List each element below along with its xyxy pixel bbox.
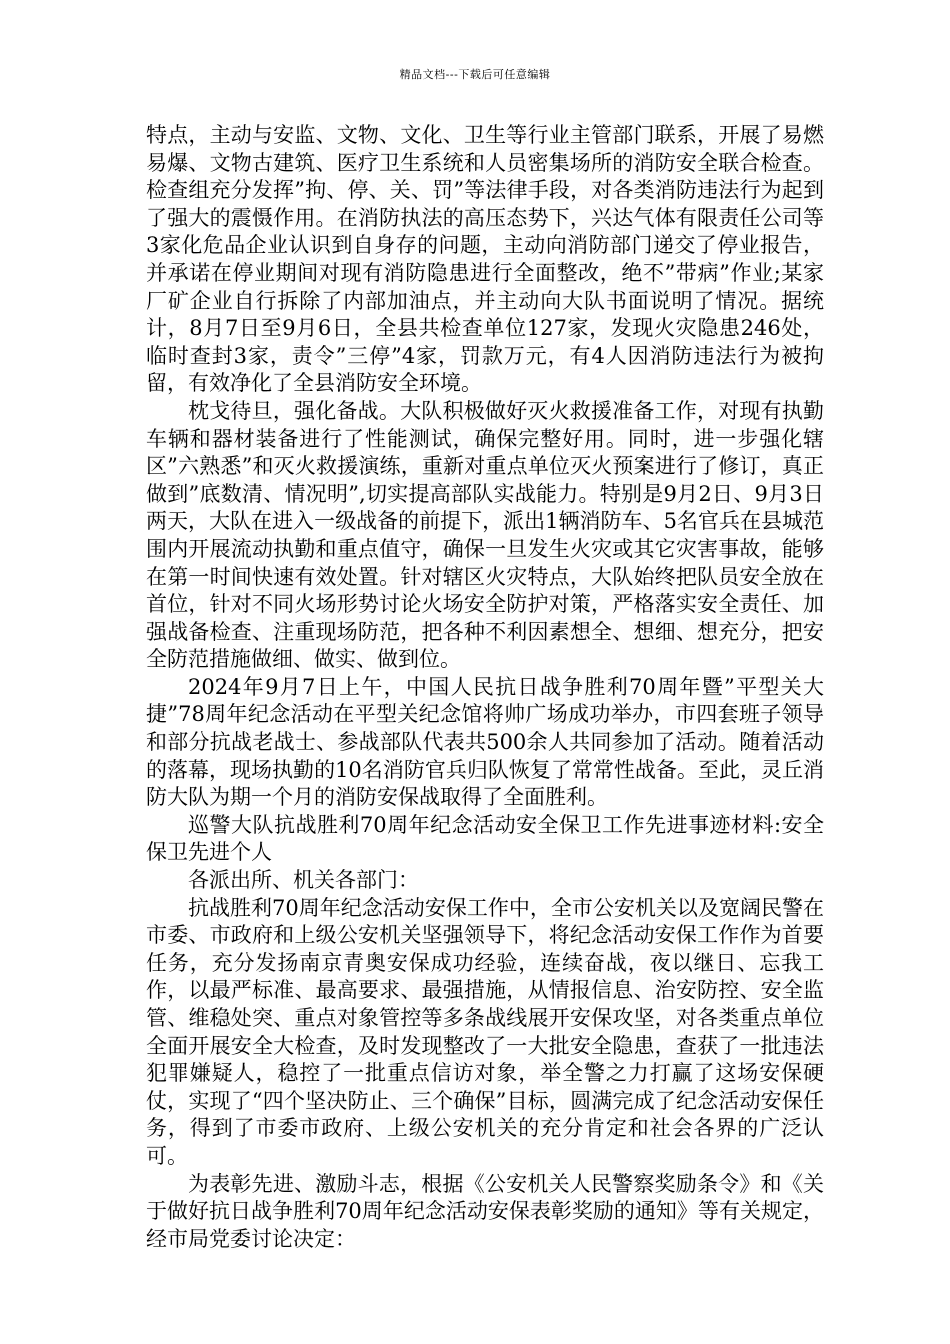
paragraph: 巡警大队抗战胜利70周年纪念活动安全保卫工作先进事迹材料:安全保卫先进个人 — [146, 812, 824, 865]
paragraph: 特点，主动与安监、文物、文化、卫生等行业主管部门联系，开展了易燃易爆、文物古建筑、医疗卫生系统和人员密集场所的消防安全联合检查。检查组充分发挥”拘、停、关、罚”等法律手段，对各类消防违法行为起到了强大的震慑作用。在消防执法的高压态势下，兴达气体有限责任公司等3家化危品企业认识到自身存的问题，主动向消防部门递交了停业报告，并承诺在停业期间对现有消防隐患进行全面整改，绝不”带病”作业;某家厂矿企业自行拆除了内部加油点，并主动向大队书面说明了情况。据统计，8月7日至9月6日，全县共检查单位127家，发现火灾隐患246处，临时查封3家，责令”三停”4家，罚款万元，有4人因消防违法行为被拘留，有效净化了全县消防安全环境。 — [146, 123, 824, 396]
paragraph: 枕戈待旦，强化备战。大队积极做好灭火救援准备工作，对现有执勤车辆和器材装备进行了性能测试，确保完整好用。同时，进一步强化辖区”六熟悉”和灭火救援演练，重新对重点单位灭火预案进行了修订，真正做到”底数清、情况明”,切实提高部队实战能力。特别是9月2日、9月3日两天，大队在进入一级战备的前提下，派出1辆消防车、5名官兵在县城范围内开展流动执勤和重点值守，确保一旦发生火灾或其它灾害事故，能够在第一时间快速有效处置。针对辖区火灾特点，大队始终把队员安全放在首位，针对不同火场形势讨论火场安全防护对策，严格落实安全责任、加强战备检查、注重现场防范，把各种不利因素想全、想细、想充分，把安全防范措施做细、做实、做到位。 — [146, 398, 824, 672]
paragraph: 各派出所、机关各部门： — [188, 868, 419, 893]
document-body — [146, 122, 824, 1253]
paragraph: 为表彰先进、激励斗志，根据《公安机关人民警察奖励条令》和《关于做好抗日战争胜利70周年纪念活动安保表彰奖励的通知》等有关规定，经市局党委讨论决定： — [146, 1171, 824, 1251]
paragraph: 2024年9月7日上午，中国人民抗日战争胜利70周年暨”平型关大捷”78周年纪念活动在平型关纪念馆将帅广场成功举办，市四套班子领导和部分抗战老战士、参战部队代表共500余人共同参加了活动。随着活动的落幕，现场执勤的10名消防官兵归队恢复了常常性战备。至此，灵丘消防大队为期一个月的消防安保战取得了全面胜利。 — [146, 674, 824, 810]
page-header-note: 精品文档---下载后可任意编辑 — [399, 68, 551, 81]
paragraph: 抗战胜利70周年纪念活动安保工作中，全市公安机关以及宽阔民警在市委、市政府和上级公安机关坚强领导下，将纪念活动安保工作作为首要任务，充分发扬南京青奥安保成功经验，连续奋战，夜以继日、忘我工作，以最严标准、最高要求、最强措施，从情报信息、治安防控、安全监管、维稳处突、重点对象管控等多条战线展开安保攻坚，对各类重点单位全面开展安全大检查，及时发现整改了一大批安全隐患，查获了一批违法犯罪嫌疑人，稳控了一批重点信访对象，举全警之力打赢了这场安保硬仗，实现了“四个坚决防止、三个确保”目标，圆满完成了纪念活动安保任务，得到了市委市政府、上级公安机关的充分肯定和社会各界的广泛认可。 — [146, 895, 824, 1168]
